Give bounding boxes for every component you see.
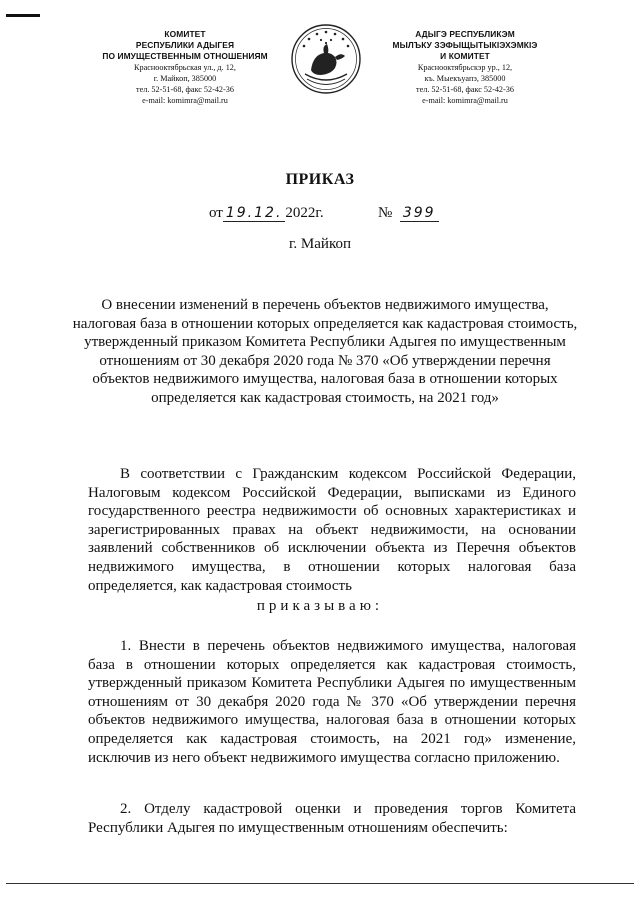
org-address: Красноoктябрьская ул., д. 12, [134, 63, 236, 72]
scan-margin-mark [6, 14, 40, 17]
org-city-adyghe: къ. Мыекъуапэ, 385000 [424, 74, 506, 83]
org-email: e-mail: komimra@mail.ru [142, 96, 228, 105]
org-name-line1: КОМИТЕТ [164, 29, 206, 39]
order-directive: приказываю: [256, 598, 384, 614]
order-date [209, 205, 324, 222]
org-name-line2: РЕСПУБЛИКИ АДЫГЕЯ [135, 40, 235, 50]
preamble-paragraph: В соответствии с Гражданским кодексом Российской Федерации, Налоговым кодексом Российской Федерации, выписками из Единого государственного реестра недвижимости об основных характеристиках и зарегистрированных правах на объект недвижимости, на основании заявлений собственников об исключении объекта из Перечня объектов недвижимого имущества, в отношении которых налоговая база определяется, как кадастровая стоимость [88, 466, 576, 594]
date-suffix: 2022г. [285, 205, 324, 221]
document-title: ПРИКАЗ [285, 171, 355, 188]
order-item-1: 1. Внести в перечень объектов недвижимого имущества, налоговая база в отношении которых определяется как кадастровая стоимость, утвержденный приказом Комитета Республики Адыгея по имущественным отношениям от 30 декабря 2020 года № 370 «Об утверждении перечня объектов недвижимого имущества, налоговая база в отношении которых определяется как кадастровая стоимость, на 2021 год» изменение, исключив из него объект недвижимого имущества согласно приложению. [88, 638, 576, 766]
document-city: г. Майкоп [288, 236, 352, 252]
org-email-adyghe: e-mail: komimra@mail.ru [422, 96, 508, 105]
org-name-line3: ПО ИМУЩЕСТВЕННЫМ ОТНОШЕНИЯМ [102, 51, 268, 61]
page-bottom-edge [6, 883, 634, 884]
order-item-2: 2. Отделу кадастровой оценки и проведения торгов Комитета Республики Адыгея по имущественным отношениям обеспечить: [88, 801, 576, 836]
header-right-adyghe [360, 29, 570, 106]
org-name-adyghe-line2: МЫЛЪКУ ЗЭФЫЩЫТЫКІЭХЭМКІЭ [392, 40, 538, 50]
date-prefix: от [209, 205, 223, 221]
number-prefix: № [378, 205, 393, 221]
handwritten-date: 19.12. [223, 206, 286, 222]
org-address-adyghe: Красноoктябрьскэр ур., 12, [417, 63, 513, 72]
org-name-adyghe-line1: АДЫГЭ РЕСПУБЛИКЭМ [415, 29, 515, 39]
org-city: г. Майкоп, 385000 [153, 74, 217, 83]
org-phone-adyghe: тел. 52-51-68, факс 52-42-36 [416, 85, 514, 94]
order-subject: О внесении изменений в перечень объектов недвижимого имущества, налоговая база в отношении которых определяется как кадастровая стоимость, утвержденный приказом Комитета Республики Адыгея по имущественным отношениям от 30 декабря 2020 года № 370 «Об утверждении перечня объектов недвижимого имущества, налоговая база в отношении которых определяется как кадастровая стоимость, на 2021 год» [72, 297, 578, 406]
order-number [378, 205, 439, 222]
coat-of-arms-icon [291, 22, 361, 96]
org-name-adyghe-line3: И КОМИТЕТ [440, 51, 490, 61]
handwritten-number: 399 [400, 206, 439, 222]
header-left-russian [80, 29, 290, 106]
org-phone: тел. 52-51-68, факс 52-42-36 [136, 85, 234, 94]
